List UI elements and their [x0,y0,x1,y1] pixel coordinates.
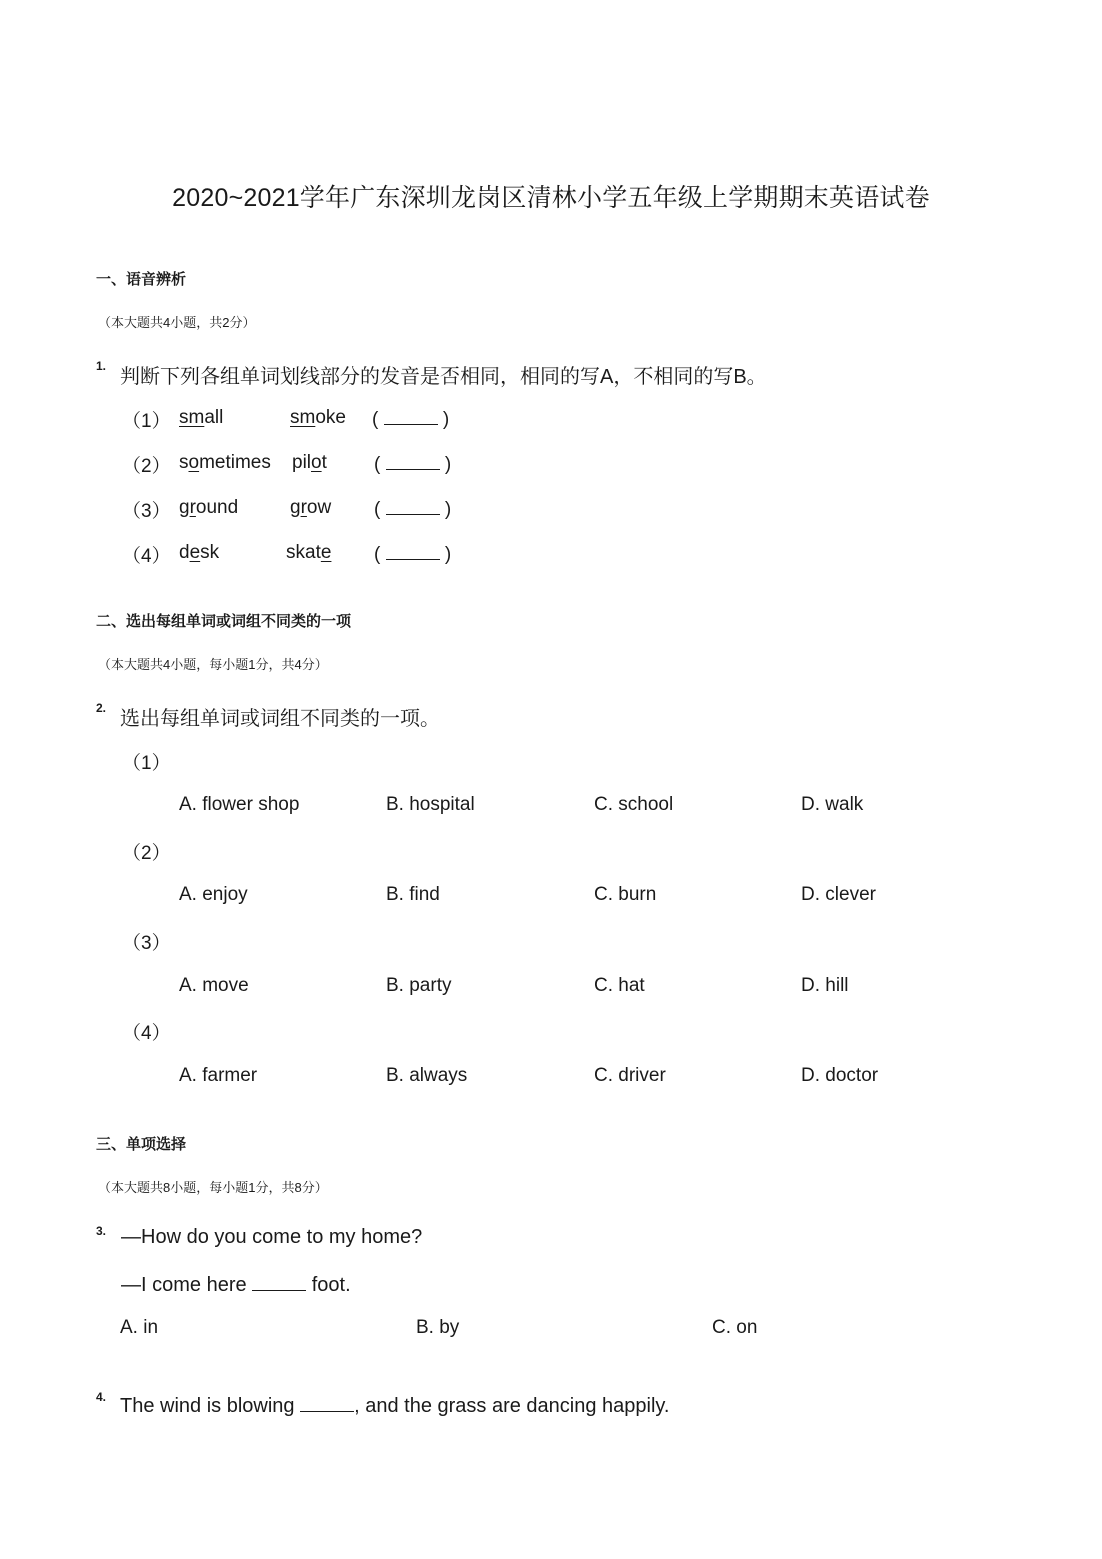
word-2: skate [286,542,332,563]
option-b[interactable]: B. hospital [386,794,475,815]
word-2: grow [290,497,332,518]
section-heading-2: 二、选出每组单词或词组不同类的一项 [96,613,352,630]
option-c[interactable]: C. school [594,794,674,815]
item-index: （4） [122,546,171,567]
option-a[interactable]: A. flower shop [179,794,300,815]
option-b[interactable]: B. always [386,1065,468,1086]
word-1: desk [179,542,220,563]
option-a[interactable]: A. move [179,975,249,996]
section-heading-1: 一、语音辨析 [96,271,187,288]
option-b[interactable]: B. by [416,1317,460,1338]
item-index: （3） [122,501,171,522]
section-heading-3: 三、单项选择 [96,1136,187,1153]
word-1: ground [179,497,239,518]
question-3-line-1: —How do you come to my home? [121,1226,423,1248]
group-index: （4） [122,1023,171,1044]
option-d[interactable]: D. hill [801,975,849,996]
question-3-line-2: —I come here foot. [121,1271,351,1297]
answer-blank[interactable]: ( ) [374,450,451,476]
section-note-3: （本大题共8小题，每小题1分，共8分） [98,1180,328,1195]
word-1: sometimes [179,452,271,473]
word-1: small [179,407,224,428]
question-number-3: 3. [96,1224,107,1238]
question-number-2: 2. [96,701,107,715]
group-index: （1） [122,753,171,774]
group-index: （3） [122,933,171,954]
question-text-4: The wind is blowing , and the grass are dancing happily. [120,1392,669,1418]
word-2: pilot [292,452,327,473]
page-title: 2020~2021学年广东深圳龙岗区清林小学五年级上学期期末英语试卷 [172,184,930,212]
question-number-4: 4. [96,1390,107,1404]
item-index: （1） [122,411,171,432]
option-c[interactable]: C. driver [594,1065,666,1086]
answer-blank[interactable] [300,1392,354,1412]
option-b[interactable]: B. party [386,975,452,996]
option-c[interactable]: C. hat [594,975,645,996]
option-a[interactable]: A. enjoy [179,884,248,905]
option-a[interactable]: A. farmer [179,1065,258,1086]
item-index: （2） [122,456,171,477]
option-c[interactable]: C. on [712,1317,758,1338]
option-d[interactable]: D. doctor [801,1065,879,1086]
answer-blank[interactable]: ( ) [372,405,449,431]
answer-blank[interactable]: ( ) [374,540,451,566]
answer-blank[interactable]: ( ) [374,495,451,521]
section-note-2: （本大题共4小题，每小题1分，共4分） [98,657,328,672]
question-text-2: 选出每组单词或词组不同类的一项。 [120,708,440,730]
option-d[interactable]: D. walk [801,794,864,815]
option-d[interactable]: D. clever [801,884,876,905]
option-a[interactable]: A. in [120,1317,159,1338]
question-text-1: 判断下列各组单词划线部分的发音是否相同，相同的写A，不相同的写B。 [120,366,767,388]
section-note-1: （本大题共4小题，共2分） [98,315,256,330]
option-b[interactable]: B. find [386,884,440,905]
answer-blank[interactable] [252,1271,306,1291]
word-2: smoke [290,407,346,428]
question-number-1: 1. [96,359,107,373]
group-index: （2） [122,843,171,864]
option-c[interactable]: C. burn [594,884,657,905]
